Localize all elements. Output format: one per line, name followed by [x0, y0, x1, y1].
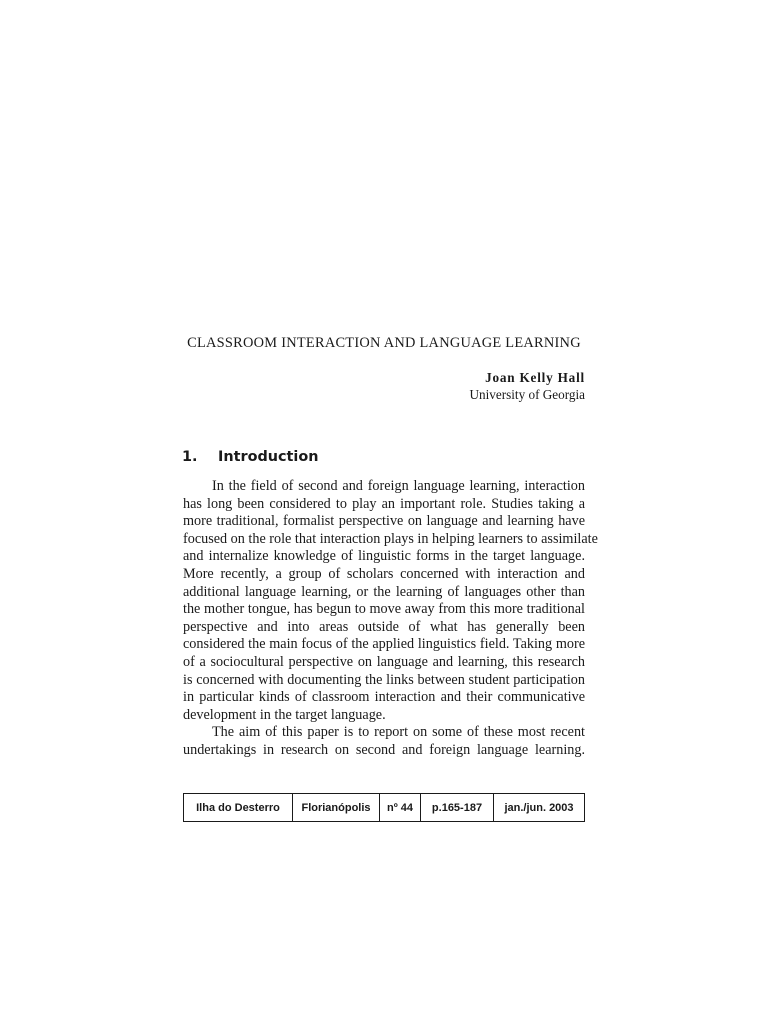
paragraph-line: additional language learning, or the learning of languages other than: [183, 583, 585, 600]
paragraph-line: In the field of second and foreign language learning, interaction: [212, 478, 585, 494]
paragraph-line: perspective and into areas outside of what has generally been: [183, 618, 585, 635]
section-number: 1.: [182, 449, 198, 465]
section-heading: [182, 447, 318, 467]
paragraph-line: development in the target language.: [183, 706, 386, 723]
author-block: [470, 369, 586, 403]
paragraph-line: More recently, a group of scholars concerned with interaction and: [183, 565, 585, 582]
author-affiliation: University of Georgia: [469, 387, 585, 402]
journal-info-row: [184, 794, 585, 822]
journal-info-table: [183, 793, 585, 822]
journal-city: Florianópolis: [293, 794, 380, 822]
paragraph-line: the mother tongue, has begun to move away from this more traditional: [183, 601, 585, 618]
journal-pages: p.165-187: [421, 794, 494, 822]
paragraph-line: in particular kinds of classroom interaction and their communicative: [183, 689, 585, 706]
journal-name: Ilha do Desterro: [184, 794, 293, 822]
section-title: Introduction: [218, 449, 319, 465]
paragraph-line: of a sociocultural perspective on language and learning, this research: [183, 653, 585, 670]
paragraph-line: considered the main focus of the applied linguistics field. Taking more: [183, 636, 585, 653]
article-title: CLASSROOM INTERACTION AND LANGUAGE LEARNING: [187, 335, 581, 351]
paragraph-line: undertakings in research on second and foreign language learning.: [183, 741, 585, 758]
paragraph-line: and internalize knowledge of linguistic forms in the target language.: [183, 548, 585, 565]
paragraph-line: more traditional, formalist perspective on language and learning have: [183, 513, 585, 530]
paragraph-line: The aim of this paper is to report on some of these most recent: [212, 724, 585, 741]
paragraph-line: is concerned with documenting the links between student participation: [183, 671, 585, 688]
paragraph-line: focused on the role that interaction plays in helping learners to assimilate: [183, 530, 598, 547]
journal-issue: nº 44: [380, 794, 421, 822]
paragraph-line: has long been considered to play an important role. Studies taking a: [183, 495, 585, 512]
author-name: Joan Kelly Hall: [485, 370, 585, 385]
body-text: [183, 478, 598, 760]
journal-date: jan./jun. 2003: [494, 794, 585, 822]
